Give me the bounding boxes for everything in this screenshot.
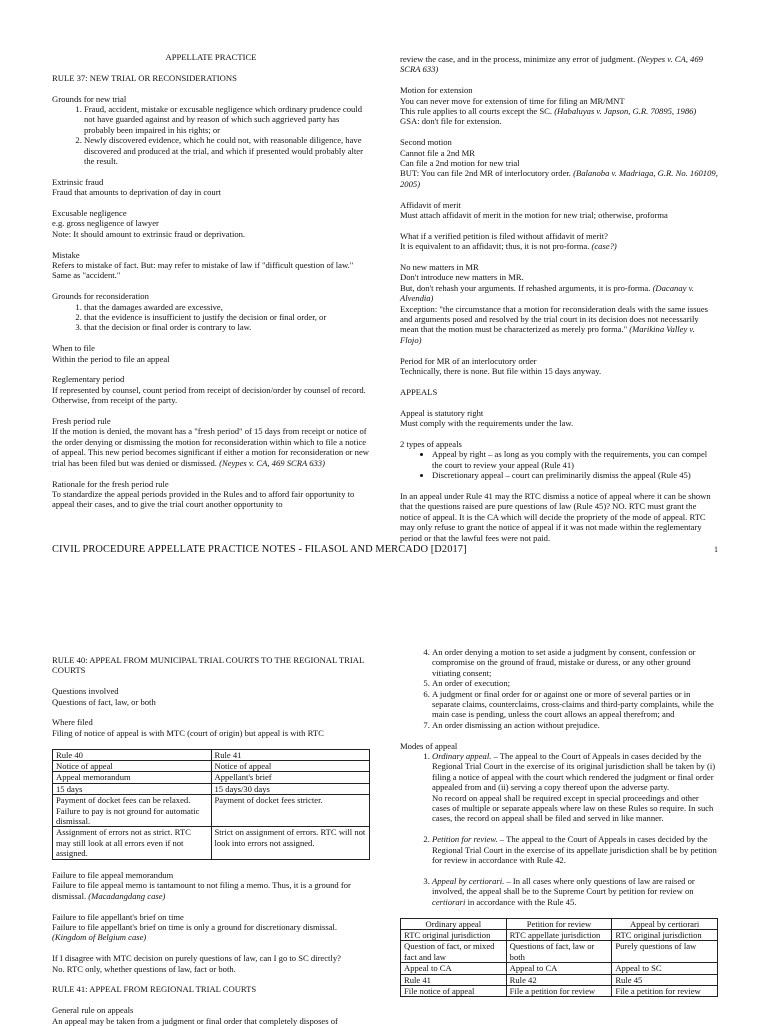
page-footer	[52, 545, 718, 555]
page1-left-column	[52, 52, 370, 510]
list-item	[432, 876, 718, 907]
rationale-section	[52, 479, 370, 510]
document-title: APPELLATE PRACTICE	[165, 52, 257, 62]
section-body: e.g. gross negligence of lawyer	[52, 218, 159, 229]
table-row	[401, 941, 718, 963]
table-cell: Payment of docket fees can be relaxed. Failure to pay is not ground for automatic dismissal.	[53, 795, 212, 827]
no-new-matters-section	[400, 262, 718, 345]
rule-text: BUT: You can file 2nd MR of interlocutory order.	[400, 168, 571, 179]
questions-involved-section	[52, 686, 370, 707]
section-body: An appeal may be taken from a judgment or final order that completely disposes of	[52, 1015, 338, 1026]
section-heading: Appeal is statutory right	[400, 407, 484, 418]
page-number: 1	[714, 545, 718, 554]
table-cell: RTC original jurisdiction	[401, 929, 507, 940]
table-cell: Appeal memorandum	[53, 772, 212, 783]
mode-body-italic: certiorari	[432, 896, 466, 907]
modes-of-appeal-list	[400, 751, 718, 907]
citation: (Neypes v. CA, 469 SCRA 633)	[400, 54, 703, 75]
list-item: 2. Newly discovered evidence, which he could not, with reasonable diligence, have discovered and produced at the trial, and which if presented would probably alter the result.	[84, 135, 370, 166]
rule-text: This rule applies to all courts except the SC.	[400, 106, 553, 117]
general-rule-section	[52, 1005, 370, 1026]
types-of-appeals-section	[400, 439, 718, 481]
grounds-new-trial-section	[52, 94, 370, 167]
section-body: Must comply with the requirements under the law.	[400, 418, 574, 429]
footer-text: CIVIL PROCEDURE APPELLATE PRACTICE NOTES - FILASOL AND MERCADO [D2017]	[52, 544, 467, 555]
list-item: 5. An order of execution;	[432, 678, 718, 688]
answer-text: It is equivalent to an affidavit; thus, it is not pro-forma.	[400, 241, 590, 252]
table-cell: Questions of fact, law or both	[506, 941, 612, 963]
section-heading: Where filed	[52, 717, 93, 728]
types-of-appeals-list	[400, 449, 718, 480]
section-heading: No new matters in MR	[400, 262, 479, 273]
section-body: You can never move for extension of time for filing an MR/MNT	[400, 95, 625, 106]
mode-body: in accordance with the Rule 45.	[465, 896, 577, 907]
list-item: 3. that the decision or final order is contrary to law.	[84, 322, 370, 332]
column-header: Petition for review	[506, 918, 612, 929]
section-heading: Second motion	[400, 137, 452, 148]
rule40-rule41-table	[52, 749, 370, 860]
table-cell: 15 days	[53, 783, 212, 794]
citation: (case?)	[591, 241, 617, 252]
table-cell: Appellant's brief	[211, 772, 370, 783]
grounds-reconsideration-section	[52, 291, 370, 333]
section-heading: Extrinsic fraud	[52, 176, 104, 187]
mode-title: Ordinary appeal.	[432, 751, 492, 762]
rule-text: Failure to file appeal memo is tantamount to not filing a memo. Thus, it is a ground for dismissal.	[52, 880, 351, 901]
section-body: Filing of notice of appeal is with MTC (court of origin) but appeal is with RTC	[52, 727, 324, 738]
table-cell: Notice of appeal	[53, 761, 212, 772]
rule-text: Failure to file appellant's brief on time is only a ground for discretionary dismissal.	[52, 922, 338, 933]
rule41-heading: RULE 41: APPEAL FROM REGIONAL TRIAL COURTS	[52, 984, 257, 995]
affidavit-merit-section	[400, 200, 718, 221]
section-heading: Rationale for the fresh period rule	[52, 478, 169, 489]
list-item: 7. An order dismissing an action without prejudice.	[432, 720, 718, 730]
section-body: Technically, there is none. But file within 15 days anyway.	[400, 366, 602, 377]
when-to-file-section	[52, 343, 370, 364]
section-heading: Affidavit of merit	[400, 199, 461, 210]
verified-petition-section	[400, 231, 718, 252]
section-body: Same as "accident."	[52, 270, 121, 281]
list-item: 4. An order denying a motion to set aside a judgment by consent, confession or compromise on the ground of fraud, mistake or duress, or any other ground vitiating consent;	[432, 647, 718, 678]
list-item: 1. that the damages awarded are excessive,	[84, 302, 370, 312]
fresh-period-section	[52, 416, 370, 468]
mode-title: Appeal by certiorari.	[432, 875, 505, 886]
mistake-section	[52, 250, 370, 281]
list-item	[432, 834, 718, 876]
table-cell: Rule 45	[612, 974, 718, 985]
table-cell: RTC original jurisdiction	[612, 929, 718, 940]
non-appealable-list	[400, 647, 718, 730]
section-body: GSA: don't file for extension.	[400, 116, 502, 127]
interlocutory-mr-section	[400, 356, 718, 377]
citation: (Dacanay v. Alvendia)	[400, 282, 694, 304]
citation: (Macadangdang case)	[88, 890, 166, 901]
table-cell: 15 days/30 days	[211, 783, 370, 794]
mode-body: – The appeal to the Court of Appeals in cases decided by the Regional Trial Court in the exercise of its original jurisdiction shall be taken by (i) filing a notice of appeal with the court which rendered the judgment or final order appealed from and (ii) serving a copy thereof upon the adverse party.	[432, 751, 716, 793]
section-body: Note: It should amount to extrinsic fraud or deprivation.	[52, 228, 246, 239]
table-row	[53, 795, 370, 827]
exception-text: Exception: "the circumstance that a motion for reconsideration deals with the same issues and arguments posed and resolved by the trial court in its decision does not necessarily mean that the motion must be characterized as merely pro forma."	[400, 303, 709, 335]
disagree-mtc-section	[52, 953, 370, 974]
table-cell: File a petition for review	[612, 985, 718, 996]
section-body	[400, 283, 718, 304]
section-heading: Grounds for reconsideration	[52, 291, 149, 302]
list-item: • Appeal by right – as long as you comply with the requirements, you can compel the court to review your appeal (Rule 41)	[432, 449, 718, 470]
rule37-heading: RULE 37: NEW TRIAL OR RECONSIDERATIONS	[52, 72, 237, 83]
section-body: Within the period to file an appeal	[52, 353, 170, 364]
spacer	[432, 824, 718, 834]
section-body	[400, 106, 718, 116]
table-row	[53, 761, 370, 772]
rule41-question-section: In an appeal under Rule 41 may the RTC dismiss a notice of appeal where it can be shown that the questions raised are pure questions of law (Rule 45)? NO. RTC must grant the notice of appeal. It is the CA which will decide the propriety of the mode of appeal. RTC may only refuse to grant the notice of appeal if it was not made within the reglementary period or that the lawful fees were not paid.	[400, 490, 711, 543]
citation: (Kingdom of Belgium case)	[52, 932, 147, 943]
motion-extension-section	[400, 85, 718, 127]
column-header: Ordinary appeal	[401, 918, 507, 929]
section-body: Don't introduce new matters in MR.	[400, 272, 524, 283]
table-cell: Appeal to CA	[401, 963, 507, 974]
table-cell: Assignment of errors not as strict. RTC may still look at all errors even if not assigned.	[53, 827, 212, 859]
modes-comparison-table	[400, 918, 718, 998]
document-page-2	[0, 580, 768, 1024]
modes-of-appeal-section	[400, 741, 718, 907]
grounds-new-trial-list	[52, 104, 370, 166]
section-heading: If I disagree with MTC decision on purely questions of law, can I go to SC directly?	[52, 953, 341, 964]
citation: (Marikina Valley v. Flojo)	[400, 324, 695, 345]
table-header-row	[53, 749, 370, 760]
section-body	[52, 880, 370, 901]
section-heading: Questions involved	[52, 686, 119, 697]
table-row	[401, 974, 718, 985]
table-cell: Purely questions of law	[612, 941, 718, 963]
section-heading: Fresh period rule	[52, 416, 111, 427]
section-heading: Failure to file appellant's brief on time	[52, 911, 184, 922]
section-body	[400, 304, 718, 346]
section-body	[52, 922, 370, 943]
table-cell: Strict on assignment of errors. RTC will not look into errors not assigned.	[211, 827, 370, 859]
failure-memo-section	[52, 870, 370, 901]
citation: (Neypes v. CA, 469 SCRA 633)	[219, 457, 325, 468]
rule-text: But, don't rehash your arguments. If rehashed arguments, it is pro-forma.	[400, 282, 651, 293]
section-body: Refers to mistake of fact. But: may refer to mistake of law if "difficult question of law."	[52, 260, 354, 271]
list-item: 1. Fraud, accident, mistake or excusable negligence which ordinary prudence could not have guarded against and by reason of which such aggrieved party has probably been impaired in his rights; or	[84, 104, 370, 135]
section-body: Fraud that amounts to deprivation of day in court	[52, 187, 221, 198]
page1-right-column	[400, 54, 718, 543]
section-body: Cannot file a 2nd MR	[400, 147, 475, 158]
where-filed-section	[52, 717, 370, 738]
section-body	[400, 168, 718, 189]
excusable-negligence-section	[52, 208, 370, 239]
list-item: 6. A judgment or final order for or against one or more of several parties or in separate claims, counterclaims, cross-claims and third-party complaints, while the main case is pending, unless the court allows an appeal therefrom; and	[432, 689, 718, 720]
citation: (Balanoba v. Madriaga, G.R. No. 160109, 2005)	[400, 168, 718, 189]
list-item: 2. that the evidence is insufficient to justify the decision or final order, or	[84, 312, 370, 322]
section-body: To standardize the appeal periods provided in the Rules and to afford fair opportunity to appeal their cases, and to give the trial court another opportunity to	[52, 488, 355, 510]
section-body: Must attach affidavit of merit in the motion for new trial; otherwise, proforma	[400, 210, 668, 221]
table-header-row	[401, 918, 718, 929]
table-cell: File notice of appeal	[401, 985, 507, 996]
section-body: Questions of fact, law, or both	[52, 696, 156, 707]
table-row	[53, 772, 370, 783]
rule40-heading: RULE 40: APPEAL FROM MUNICIPAL TRIAL COURTS TO THE REGIONAL TRIAL COURTS	[52, 655, 364, 676]
reglementary-period-section	[52, 374, 370, 405]
table-cell: Rule 42	[506, 974, 612, 985]
table-row	[53, 827, 370, 859]
table-cell: RTC appellate jurisdiction	[506, 929, 612, 940]
second-motion-section	[400, 137, 718, 189]
table-cell: File a petition for review	[506, 985, 612, 996]
failure-brief-section	[52, 912, 370, 943]
continued-text	[400, 54, 718, 75]
fresh-period-text: If the motion is denied, the movant has a "fresh period" of 15 days from receipt or notice of the order denying or dismissing the motion for reconsideration within which to file a notice of appeal. This new period becomes significant if either a motion for reconsideration or new trial has been filed but was denied or dismissed.	[52, 426, 369, 468]
citation: (Habaluyas v. Japson, G.R. 70895, 1986)	[554, 106, 697, 117]
section-heading: Motion for extension	[400, 85, 473, 96]
table-row	[401, 985, 718, 996]
section-heading: Excusable negligence	[52, 208, 127, 219]
mode-body: – The appeal to the Court of Appeals in cases decided by the Regional Trial Court in the exercise of its appellate jurisdiction shall be by petition for review in accordance with Rule 42.	[432, 834, 717, 866]
mode-body: – In all cases where only questions of law are raised or involved, the appeal shall be to the Supreme Court by petition for review on	[432, 875, 695, 897]
list-item	[432, 751, 718, 834]
table-cell: Notice of appeal	[211, 761, 370, 772]
table-cell: Rule 41	[401, 974, 507, 985]
section-heading: Modes of appeal	[400, 740, 458, 751]
section-heading: What if a verified petition is filed without affidavit of merit?	[400, 230, 608, 241]
section-body	[52, 426, 370, 468]
spacer	[432, 866, 718, 876]
section-heading: Failure to file appeal memorandum	[52, 870, 174, 881]
section-heading: 2 types of appeals	[400, 438, 462, 449]
section-body: Can file a 2nd motion for new trial	[400, 158, 520, 169]
column-header: Appeal by certiorari	[612, 918, 718, 929]
statutory-right-section	[400, 408, 718, 429]
table-cell: Appeal to CA	[506, 963, 612, 974]
section-heading: When to file	[52, 343, 95, 354]
list-item: • Discretionary appeal – court can preliminarily dismiss the appeal (Rule 45)	[432, 470, 718, 480]
grounds-reconsideration-list	[52, 302, 370, 333]
continued-body: review the case, and in the process, minimize any error of judgment.	[400, 54, 636, 64]
page2-right-column	[400, 647, 718, 997]
section-heading: Mistake	[52, 249, 80, 260]
extrinsic-fraud-section	[52, 177, 370, 198]
section-body: No. RTC only, whether questions of law, fact or both.	[52, 963, 236, 974]
column-header: Rule 40	[53, 749, 212, 760]
section-body: Otherwise, from receipt of the party.	[52, 395, 178, 406]
mode-extra: No record on appeal shall be required except in special proceedings and other cases of multiple or separate appeals where law on these Rules so require. In such cases, the record on appeal shall be filed and served in like manner.	[432, 792, 714, 824]
grounds-new-trial-heading: Grounds for new trial	[52, 93, 127, 104]
appeals-heading: APPEALS	[400, 386, 438, 397]
table-cell: Question of fact, or mixed fact and law	[401, 941, 507, 963]
section-body	[400, 241, 718, 251]
column-header: Rule 41	[211, 749, 370, 760]
section-heading: Period for MR of an interlocutory order	[400, 355, 537, 366]
page2-left-column	[52, 655, 370, 1026]
section-heading: General rule on appeals	[52, 1005, 134, 1016]
table-row	[401, 963, 718, 974]
table-row	[53, 783, 370, 794]
section-heading: Reglementary period	[52, 374, 125, 385]
section-body: If represented by counsel, count period from receipt of decision/order by counsel of record.	[52, 384, 366, 395]
table-row	[401, 929, 718, 940]
table-cell: Payment of docket fees stricter.	[211, 795, 370, 827]
mode-title: Petition for review.	[432, 834, 498, 845]
table-cell: Appeal to SC	[612, 963, 718, 974]
